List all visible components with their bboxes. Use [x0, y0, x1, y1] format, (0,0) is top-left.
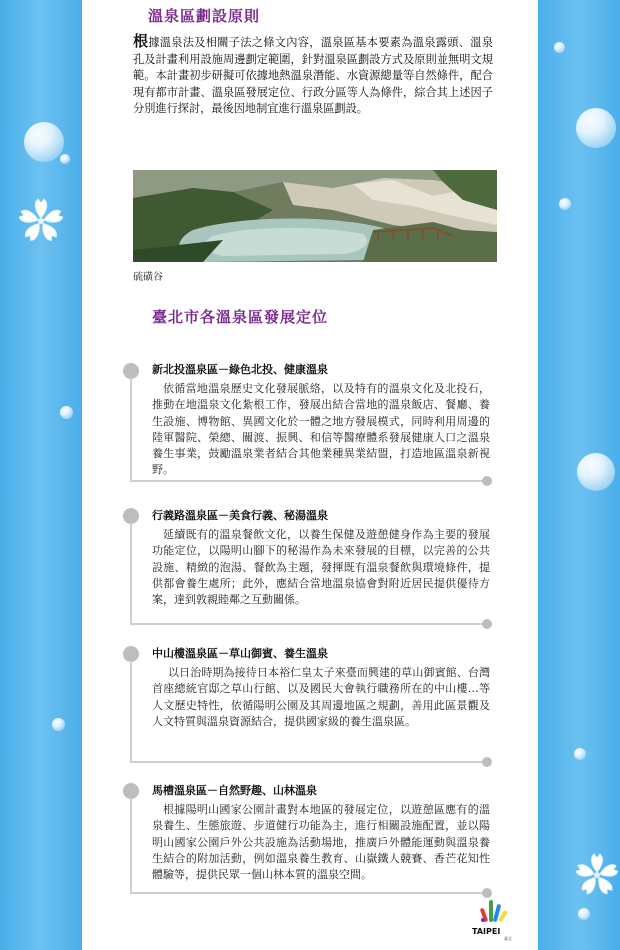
principles-title: 溫泉區劃設原則: [148, 7, 261, 25]
timeline-line: [130, 480, 486, 482]
principles-paragraph: [133, 33, 493, 118]
timeline-end-dot: [482, 619, 492, 629]
section-body-xingyi: 延續既有的溫泉餐飲文化，以養生保健及遊憩健身作為主要的發展功能定位，以陽明山腳下的秘湯作為未來發展的目標，以完善的公共設施、精緻的泡湯、餐飲為主題，發揮既有溫泉餐飲與環境條件，提供都會養生處所；此外，應結合當地溫泉協會對附近居民提供優待方案，達到敦親睦鄰之互動關係。: [152, 528, 490, 607]
bubble-decoration: [60, 154, 70, 164]
timeline-dot: [123, 508, 139, 524]
section-heading-xingyi: 行義路溫泉區－美食行義、秘湯溫泉: [152, 509, 328, 522]
photo-caption: 硫磺谷: [133, 272, 163, 283]
principles-lead-char: 根: [133, 32, 149, 50]
timeline-line: [130, 623, 486, 625]
bubble-decoration: [576, 108, 616, 148]
sakura-flower-icon: [572, 850, 620, 900]
principles-text: 據溫泉法及相關子法之條文內容，溫泉區基本要素為溫泉露頭、溫泉孔及計畫利用設施周邊劃定範圍，針對溫泉區劃設方式及原則並無明文規範。本計畫初步研擬可依據地熱溫泉潛能、水資源總量等自然條件，配合現有都市計畫、溫泉區發展定位、行政分區等人為條件，綜合其上述因子分別進行探討，最後因地制宜進行溫泉區劃設。: [133, 36, 493, 115]
positioning-title: 臺北市各溫泉區發展定位: [152, 308, 329, 326]
bubble-decoration: [559, 198, 571, 210]
bubble-decoration: [574, 748, 586, 760]
timeline-line: [130, 798, 132, 894]
bubble-decoration: [578, 908, 590, 920]
bubble-decoration: [52, 718, 65, 731]
section-heading-zhongshanlou: 中山樓溫泉區－草山御賓、養生溫泉: [152, 647, 328, 660]
bubble-decoration: [60, 406, 73, 419]
timeline-end-dot: [482, 757, 492, 767]
timeline-line: [130, 761, 486, 763]
timeline-dot: [123, 646, 139, 662]
section-heading-xinbeitou: 新北投溫泉區－綠色北投、健康溫泉: [152, 363, 328, 376]
timeline-dot: [123, 363, 139, 379]
taipei-logo-text: TAIPEI: [472, 927, 501, 936]
timeline-line: [130, 378, 132, 482]
sulfur-valley-photo: [133, 170, 497, 262]
section-heading-macao: 馬槽溫泉區－自然野趣、山林溫泉: [152, 784, 317, 797]
timeline-line: [130, 523, 132, 625]
timeline-line: [130, 661, 132, 763]
section-body-zhongshanlou: 以日治時期為接待日本裕仁皇太子來臺而興建的草山御賓館、台灣首座總統官邸之草山行館、以及國民大會執行職務所在的中山樓…等人文歷史特性，依循陽明公園及其周邊地區之規劃，善用此區景觀及人文特質與溫泉資源結合，提供國家級的養生溫泉區。: [152, 666, 490, 728]
sakura-flower-icon: [15, 195, 67, 247]
bubble-decoration: [24, 122, 64, 162]
bubble-decoration: [577, 453, 615, 491]
timeline-dot: [123, 783, 139, 799]
timeline-end-dot: [482, 888, 492, 898]
timeline-line: [130, 892, 486, 894]
section-body-xinbeitou: 依循當地溫泉歷史文化發展脈絡，以及特有的溫泉文化及北投石，推動在地溫泉文化紮根工作，發展出結合當地的溫泉飯店、餐廳、養生設施、博物館、異國文化於一體之地方發展模式，同時利用周邊的陸軍醫院、榮總、關渡、振興、和信等醫療體系發展健康人口之溫泉養生事業，鼓勵溫泉業者結合其他業種異業結盟，打造地區溫泉新視野。: [152, 382, 490, 477]
taipei-logo-subtext: 臺北: [504, 936, 512, 941]
bubble-decoration: [554, 42, 565, 53]
section-body-macao: 根據陽明山國家公園計畫對本地區的發展定位，以遊憩區應有的溫泉養生、生態旅遊、步道健行功能為主，進行相關設施配置，並以陽明山國家公園戶外公共設施為活動場地，推廣戶外體能運動與溫泉養生結合的附加活動，例如溫泉養生教育、山嶽鐵人競賽、香芒花知性體驗等，提供民眾一個山林本質的溫泉空間。: [152, 803, 490, 882]
